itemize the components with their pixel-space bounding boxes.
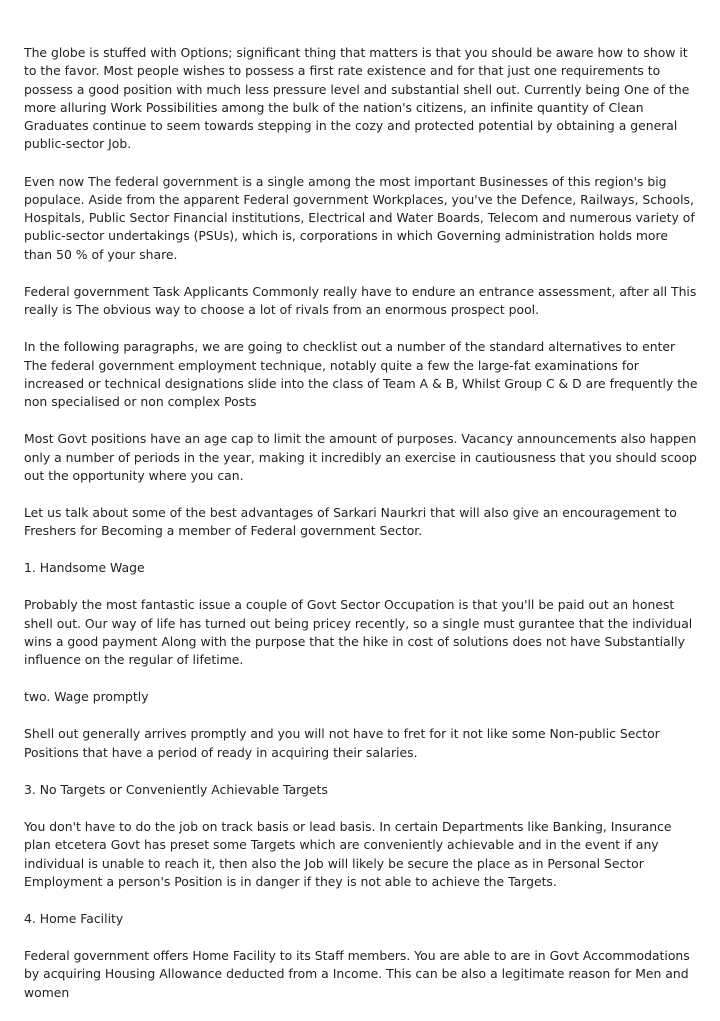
paragraph-applicants: Federal government Task Applicants Commonly really have to endure an entrance assessment, after all This really is The obvious way to choose a lot of rivals from an enormous prospect pool. bbox=[24, 283, 697, 318]
paragraph-wage-promptly: Shell out generally arrives promptly and you will not have to fret for it not like some Non-public Sector Positions that have a period of ready in acquiring their salaries. bbox=[24, 726, 660, 760]
paragraph-advantages: Let us talk about some of the best advantages of Sarkari Naurkri that will also give an encouragement to Freshers for Becoming a member of Federal government Sector. bbox=[24, 504, 677, 539]
document-body bbox=[24, 44, 700, 1021]
paragraph-age-cap: Most Govt positions have an age cap to limit the amount of purposes. Vacancy announcements also happen only a number of periods in the year, making it incredibly an exercise in cautiousness that you should scoop out the opportunity where you can. bbox=[24, 431, 697, 483]
heading-home-facility: 4. Home Facility bbox=[24, 910, 124, 926]
paragraph-intro: The globe is stuffed with Options; significant thing that matters is that you should be aware how to show it to the favor. Most people wishes to possess a first rate existence and for that just one requirements to possess a good position with much less pressure level and substantial shell out. Currently being One of the more alluring Work Possibilities among the bulk of the nation's citizens, an infinite quantity of Clean Graduates continue to seem towards stepping in the cozy and protected potential by obtaining a general public-sector Job. bbox=[24, 45, 690, 152]
heading-handsome-wage: 1. Handsome Wage bbox=[24, 560, 145, 576]
heading-no-targets: 3. No Targets or Conveniently Achievable Targets bbox=[24, 781, 328, 797]
heading-wage-promptly: two. Wage promptly bbox=[24, 689, 149, 705]
paragraph-no-targets: You don't have to do the job on track basis or lead basis. In certain Departments like Banking, Insurance plan etcetera Govt has preset some Targets which are conveniently achievable and in the event if any individual is unable to reach it, then also the Job will likely be secure the place as in Personal Sector Employment a person's Position is in danger if they is not able to achieve the Targets. bbox=[24, 818, 672, 889]
paragraph-checklist: In the following paragraphs, we are going to checklist out a number of the standard alternatives to enter The federal government employment technique, notably quite a few the large-fat examinations for increased or technical designations slide into the class of Team A & B, Whilst Group C & D are frequently the non specialised or non complex Posts bbox=[24, 339, 698, 410]
paragraph-home-facility: Federal government offers Home Facility to its Staff members. You are able to are in Govt Accommodations by acquiring Housing Allowance deducted from a Income. This can be also a legitimate reason for Men and women bbox=[24, 948, 690, 1000]
paragraph-federal-government: Even now The federal government is a single among the most important Businesses of this region's big populace. Aside from the apparent Federal government Workplaces, you've the Defence, Railways, Schools, Hospitals, Public Sector Financial institutions, Electrical and Water Boards, Telecom and numerous variety of public-sector undertakings (PSUs), which is, corporations in which Governing administration holds more than 50 % of your share. bbox=[24, 173, 695, 262]
paragraph-handsome-wage: Probably the most fantastic issue a couple of Govt Sector Occupation is that you'll be paid out an honest shell out. Our way of life has turned out being pricey recently, so a single must gurantee that the individual wins a good payment Along with the purpose that the hike in cost of solutions does not have Substantially influence on the regular of lifetime. bbox=[24, 597, 693, 668]
